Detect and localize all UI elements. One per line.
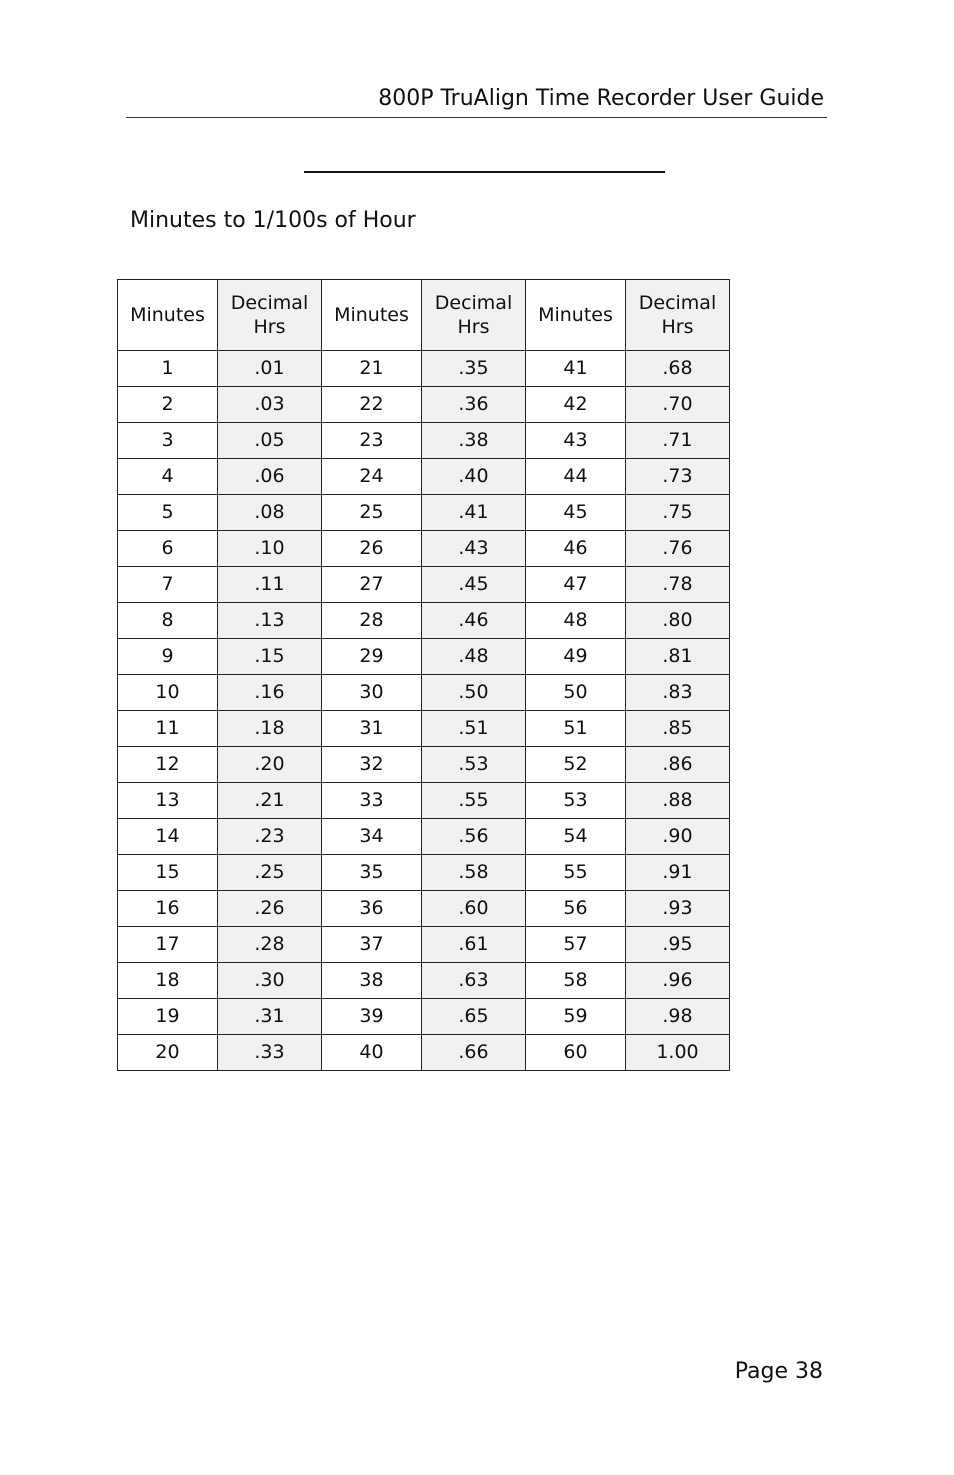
decimal-hrs-cell: .10 <box>218 531 322 567</box>
decimal-hrs-cell: .70 <box>626 387 730 423</box>
minutes-header: Minutes <box>526 280 626 351</box>
decimal-hrs-cell: .95 <box>626 927 730 963</box>
decimal-hrs-cell: .71 <box>626 423 730 459</box>
decimal-hrs-cell: .41 <box>422 495 526 531</box>
minutes-cell: 46 <box>526 531 626 567</box>
minutes-cell: 50 <box>526 675 626 711</box>
minutes-cell: 28 <box>322 603 422 639</box>
decimal-hrs-cell: .51 <box>422 711 526 747</box>
decimal-hrs-cell: .75 <box>626 495 730 531</box>
minutes-conversion-table <box>117 279 730 1071</box>
minutes-cell: 21 <box>322 351 422 387</box>
table-row <box>118 891 730 927</box>
decimal-hrs-cell: .58 <box>422 855 526 891</box>
minutes-cell: 45 <box>526 495 626 531</box>
decimal-hrs-cell: .61 <box>422 927 526 963</box>
section-title: Minutes to 1/100s of Hour <box>130 208 416 233</box>
minutes-cell: 52 <box>526 747 626 783</box>
decimal-hrs-cell: .20 <box>218 747 322 783</box>
minutes-header: Minutes <box>118 280 218 351</box>
minutes-cell: 42 <box>526 387 626 423</box>
decimal-hrs-cell: .05 <box>218 423 322 459</box>
decimal-hrs-cell: .78 <box>626 567 730 603</box>
table-header <box>118 280 730 351</box>
decimal-hrs-cell: .93 <box>626 891 730 927</box>
minutes-cell: 2 <box>118 387 218 423</box>
minutes-cell: 22 <box>322 387 422 423</box>
decimal-hrs-cell: .01 <box>218 351 322 387</box>
minutes-cell: 4 <box>118 459 218 495</box>
decimal-hrs-cell: .21 <box>218 783 322 819</box>
minutes-cell: 17 <box>118 927 218 963</box>
decimal-hrs-header: Decimal Hrs <box>422 280 526 351</box>
minutes-cell: 18 <box>118 963 218 999</box>
minutes-cell: 27 <box>322 567 422 603</box>
minutes-cell: 58 <box>526 963 626 999</box>
decimal-hrs-cell: 1.00 <box>626 1035 730 1071</box>
decimal-hrs-cell: .86 <box>626 747 730 783</box>
minutes-cell: 33 <box>322 783 422 819</box>
decimal-hrs-cell: .16 <box>218 675 322 711</box>
section-rule <box>304 171 665 173</box>
table-row <box>118 351 730 387</box>
table-row <box>118 639 730 675</box>
minutes-cell: 23 <box>322 423 422 459</box>
minutes-cell: 48 <box>526 603 626 639</box>
minutes-cell: 49 <box>526 639 626 675</box>
table-row <box>118 675 730 711</box>
table-body <box>118 351 730 1071</box>
minutes-cell: 53 <box>526 783 626 819</box>
decimal-hrs-cell: .33 <box>218 1035 322 1071</box>
minutes-cell: 51 <box>526 711 626 747</box>
decimal-hrs-cell: .88 <box>626 783 730 819</box>
page-number: Page 38 <box>734 1359 823 1384</box>
decimal-hrs-header: Decimal Hrs <box>626 280 730 351</box>
minutes-cell: 59 <box>526 999 626 1035</box>
decimal-hrs-cell: .50 <box>422 675 526 711</box>
minutes-cell: 57 <box>526 927 626 963</box>
minutes-cell: 11 <box>118 711 218 747</box>
minutes-cell: 56 <box>526 891 626 927</box>
minutes-cell: 1 <box>118 351 218 387</box>
minutes-cell: 54 <box>526 819 626 855</box>
table-header-row <box>118 280 730 351</box>
minutes-cell: 55 <box>526 855 626 891</box>
minutes-cell: 29 <box>322 639 422 675</box>
minutes-cell: 8 <box>118 603 218 639</box>
decimal-hrs-cell: .83 <box>626 675 730 711</box>
decimal-hrs-cell: .90 <box>626 819 730 855</box>
minutes-cell: 43 <box>526 423 626 459</box>
minutes-cell: 30 <box>322 675 422 711</box>
table-row <box>118 387 730 423</box>
decimal-hrs-cell: .65 <box>422 999 526 1035</box>
table-row <box>118 711 730 747</box>
minutes-cell: 6 <box>118 531 218 567</box>
minutes-cell: 12 <box>118 747 218 783</box>
decimal-hrs-cell: .68 <box>626 351 730 387</box>
table-row <box>118 783 730 819</box>
minutes-cell: 47 <box>526 567 626 603</box>
minutes-cell: 38 <box>322 963 422 999</box>
decimal-hrs-cell: .26 <box>218 891 322 927</box>
decimal-hrs-cell: .63 <box>422 963 526 999</box>
table-row <box>118 819 730 855</box>
minutes-cell: 41 <box>526 351 626 387</box>
decimal-hrs-cell: .76 <box>626 531 730 567</box>
minutes-cell: 10 <box>118 675 218 711</box>
decimal-hrs-cell: .25 <box>218 855 322 891</box>
table-row <box>118 855 730 891</box>
minutes-cell: 36 <box>322 891 422 927</box>
minutes-cell: 15 <box>118 855 218 891</box>
decimal-hrs-cell: .48 <box>422 639 526 675</box>
table-row <box>118 423 730 459</box>
decimal-hrs-cell: .60 <box>422 891 526 927</box>
decimal-hrs-cell: .11 <box>218 567 322 603</box>
table-row <box>118 999 730 1035</box>
running-header: 800P TruAlign Time Recorder User Guide <box>378 86 824 111</box>
decimal-hrs-cell: .81 <box>626 639 730 675</box>
minutes-cell: 60 <box>526 1035 626 1071</box>
minutes-cell: 7 <box>118 567 218 603</box>
minutes-cell: 26 <box>322 531 422 567</box>
decimal-hrs-cell: .23 <box>218 819 322 855</box>
table-row <box>118 963 730 999</box>
header-rule <box>126 117 827 118</box>
decimal-hrs-cell: .91 <box>626 855 730 891</box>
minutes-cell: 34 <box>322 819 422 855</box>
minutes-cell: 3 <box>118 423 218 459</box>
decimal-hrs-cell: .43 <box>422 531 526 567</box>
decimal-hrs-cell: .46 <box>422 603 526 639</box>
minutes-cell: 39 <box>322 999 422 1035</box>
minutes-cell: 13 <box>118 783 218 819</box>
decimal-hrs-cell: .53 <box>422 747 526 783</box>
minutes-cell: 31 <box>322 711 422 747</box>
table-row <box>118 459 730 495</box>
minutes-cell: 14 <box>118 819 218 855</box>
minutes-cell: 16 <box>118 891 218 927</box>
minutes-cell: 25 <box>322 495 422 531</box>
table-row <box>118 531 730 567</box>
decimal-hrs-cell: .35 <box>422 351 526 387</box>
table-row <box>118 1035 730 1071</box>
decimal-hrs-cell: .03 <box>218 387 322 423</box>
decimal-hrs-cell: .55 <box>422 783 526 819</box>
minutes-cell: 20 <box>118 1035 218 1071</box>
decimal-hrs-cell: .98 <box>626 999 730 1035</box>
table-row <box>118 567 730 603</box>
decimal-hrs-cell: .66 <box>422 1035 526 1071</box>
decimal-hrs-cell: .38 <box>422 423 526 459</box>
decimal-hrs-cell: .73 <box>626 459 730 495</box>
minutes-cell: 44 <box>526 459 626 495</box>
decimal-hrs-cell: .28 <box>218 927 322 963</box>
decimal-hrs-cell: .15 <box>218 639 322 675</box>
decimal-hrs-cell: .45 <box>422 567 526 603</box>
decimal-hrs-header: Decimal Hrs <box>218 280 322 351</box>
minutes-cell: 37 <box>322 927 422 963</box>
minutes-cell: 19 <box>118 999 218 1035</box>
minutes-cell: 35 <box>322 855 422 891</box>
decimal-hrs-cell: .18 <box>218 711 322 747</box>
decimal-hrs-cell: .80 <box>626 603 730 639</box>
table-row <box>118 603 730 639</box>
table-row <box>118 495 730 531</box>
decimal-hrs-cell: .40 <box>422 459 526 495</box>
minutes-header: Minutes <box>322 280 422 351</box>
decimal-hrs-cell: .30 <box>218 963 322 999</box>
decimal-hrs-cell: .85 <box>626 711 730 747</box>
decimal-hrs-cell: .31 <box>218 999 322 1035</box>
minutes-cell: 5 <box>118 495 218 531</box>
minutes-cell: 40 <box>322 1035 422 1071</box>
minutes-cell: 32 <box>322 747 422 783</box>
decimal-hrs-cell: .96 <box>626 963 730 999</box>
decimal-hrs-cell: .08 <box>218 495 322 531</box>
table-row <box>118 747 730 783</box>
decimal-hrs-cell: .56 <box>422 819 526 855</box>
decimal-hrs-cell: .36 <box>422 387 526 423</box>
minutes-cell: 24 <box>322 459 422 495</box>
decimal-hrs-cell: .06 <box>218 459 322 495</box>
table-row <box>118 927 730 963</box>
minutes-cell: 9 <box>118 639 218 675</box>
decimal-hrs-cell: .13 <box>218 603 322 639</box>
